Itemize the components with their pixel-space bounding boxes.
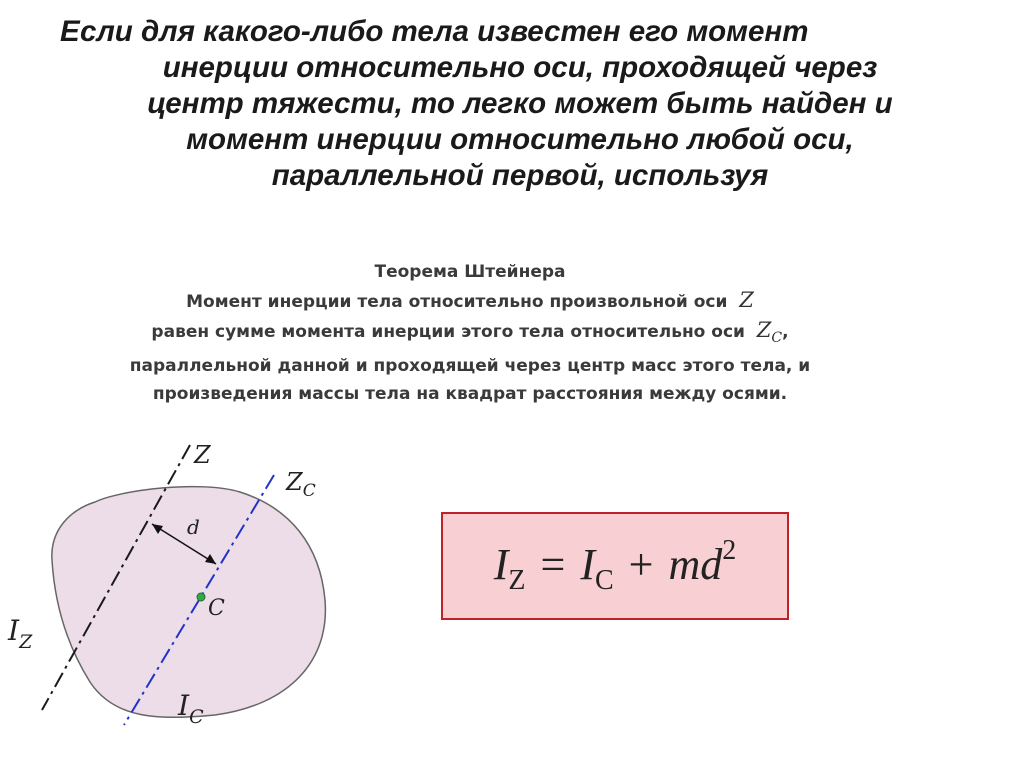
axis-zc-label <box>285 468 316 501</box>
center-of-mass-dot <box>197 593 205 601</box>
intro-line: параллельной первой, используя <box>271 159 769 192</box>
theorem-line-text: равен сумме момента инерции этого тела относительно оси <box>151 322 745 342</box>
intro-line: Если для какого-либо тела известен его момент <box>60 15 809 48</box>
intro-line: инерции относительно оси, проходящей через <box>162 51 878 84</box>
intro-line: момент инерции относительно любой оси, <box>186 123 854 156</box>
ic-base: I <box>178 689 190 722</box>
symbol-base: Z <box>756 318 772 342</box>
intro-text <box>60 14 980 194</box>
theorem-title: Теорема Штейнера <box>374 262 566 282</box>
theorem-comma: , <box>782 322 789 342</box>
iz-label <box>7 614 33 653</box>
axis-z-label: Z <box>194 441 211 469</box>
ic-subscript: C <box>189 706 204 728</box>
center-label: C <box>208 596 225 621</box>
theorem-symbol-z: Z <box>739 288 754 312</box>
theorem-line: параллельной данной и проходящей через центр масс этого тела, и <box>129 356 811 376</box>
parallel-axis-diagram <box>0 420 420 767</box>
theorem-line <box>30 316 910 352</box>
steiner-theorem <box>30 258 910 408</box>
distance-label: d <box>187 515 200 539</box>
intro-line: центр тяжести, то легко может быть найден и <box>147 87 893 120</box>
theorem-line-text: Момент инерции тела относительно произвольной оси <box>186 292 728 312</box>
formula-rhs2-sup: 2 <box>722 535 737 566</box>
symbol-subscript: C <box>771 330 783 346</box>
theorem-line <box>30 286 910 316</box>
formula-equals: = <box>540 540 566 589</box>
theorem-line: произведения массы тела на квадрат расстояния между осями. <box>152 384 788 404</box>
axis-zc-base: Z <box>286 468 303 496</box>
formula-rhs1-sub: C <box>594 565 614 596</box>
iz-base: I <box>8 614 20 647</box>
formula-lhs-sub: Z <box>508 565 526 596</box>
iz-subscript: Z <box>19 631 33 653</box>
steiner-formula-box <box>441 512 789 620</box>
axis-zc-subscript: C <box>302 481 316 501</box>
theorem-symbol-zc <box>756 318 783 346</box>
formula-rhs2: md <box>668 540 723 589</box>
steiner-formula <box>494 535 737 597</box>
formula-plus: + <box>628 540 654 589</box>
formula-rhs1: I <box>580 540 595 589</box>
formula-lhs: I <box>493 540 509 589</box>
